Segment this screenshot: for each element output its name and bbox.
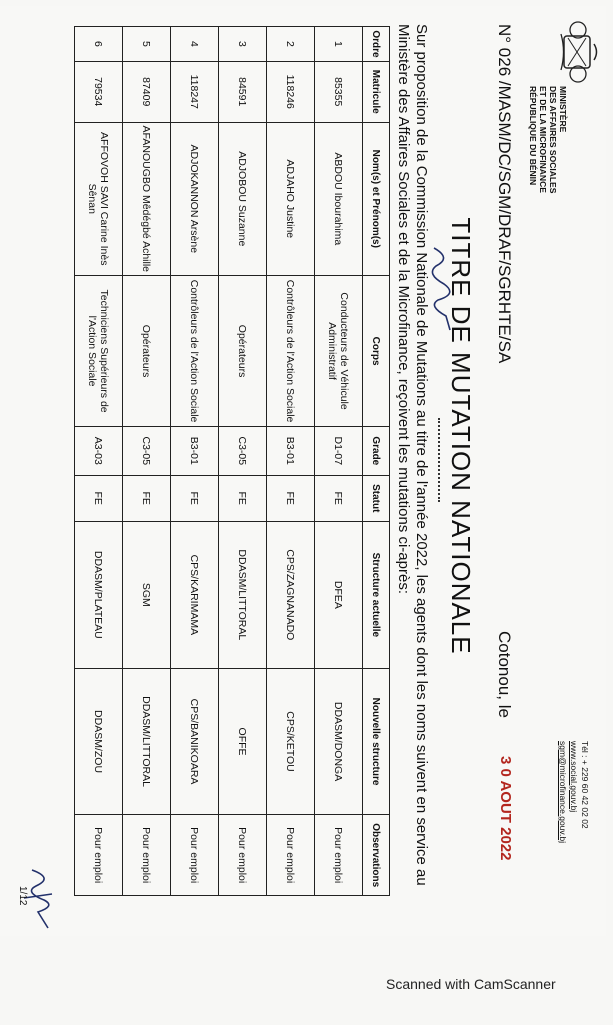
cell-nouvelle-structure: OFFE bbox=[219, 668, 267, 815]
cell-structure-actuelle: SGM bbox=[123, 521, 171, 668]
cell-nouvelle-structure: CPS/BANIKOARA bbox=[171, 668, 219, 815]
intro-paragraph: Sur proposition de la Commission Nationale de Mutations au titre de l'année 2022, les agents dont les noms suivent en service au Ministère des Affaires Sociales et de la Microfinance, reçoivent les mutations ci-après: bbox=[395, 24, 430, 886]
reference-number: N° 026 /MASM/DC/SGM/DRAF/SGRHTE/SA bbox=[495, 24, 514, 364]
cell-grade: C3-05 bbox=[219, 427, 267, 475]
cell-corps: Contrôleurs de l'Action Sociale bbox=[267, 276, 315, 427]
date-stamp: 3 0 AOUT 2022 bbox=[497, 756, 514, 861]
cell-statut: FE bbox=[123, 475, 171, 521]
cell-structure-actuelle: DFEA bbox=[315, 521, 363, 668]
table-row bbox=[123, 27, 171, 896]
cell-observations: Pour emploi bbox=[171, 815, 219, 896]
cell-ordre: 1 bbox=[315, 27, 363, 62]
cell-statut: FE bbox=[171, 475, 219, 521]
table-header-row bbox=[363, 27, 390, 896]
cell-nom: ABDOU Ibourahima bbox=[315, 122, 363, 276]
col-header-nom: Nom(s) et Prénom(s) bbox=[363, 122, 390, 276]
cell-ordre: 3 bbox=[219, 27, 267, 62]
cell-structure-actuelle: DDASM/PLATEAU bbox=[75, 521, 123, 668]
cell-corps: Techniciens Supérieurs de l'Action Sociale bbox=[75, 276, 123, 427]
cell-observations: Pour emploi bbox=[219, 815, 267, 896]
cell-nouvelle-structure: DDASM/DONGA bbox=[315, 668, 363, 815]
cell-nom: ADJAHO Justine bbox=[267, 122, 315, 276]
cell-structure-actuelle: CPS/ZAGNANADO bbox=[267, 521, 315, 668]
cell-observations: Pour emploi bbox=[123, 815, 171, 896]
cell-nom: ADJOKANNON Arsène bbox=[171, 122, 219, 276]
cell-grade: B3-01 bbox=[171, 427, 219, 475]
document-title: TITRE DE MUTATION NATIONALE bbox=[446, 217, 476, 655]
cell-observations: Pour emploi bbox=[267, 815, 315, 896]
col-header-structure-actuelle: Structure actuelle bbox=[363, 521, 390, 668]
cell-nouvelle-structure: DDASM/ZOU bbox=[75, 668, 123, 815]
cell-observations: Pour emploi bbox=[315, 815, 363, 896]
table-row bbox=[171, 27, 219, 896]
cell-ordre: 5 bbox=[123, 27, 171, 62]
cell-ordre: 6 bbox=[75, 27, 123, 62]
cell-corps: Conducteurs de Véhicule Administratif bbox=[315, 276, 363, 427]
col-header-observations: Observations bbox=[363, 815, 390, 896]
cell-observations: Pour emploi bbox=[75, 815, 123, 896]
ministry-line: RÉPUBLIQUE DU BÉNIN bbox=[528, 86, 538, 186]
ministry-line: DES AFFAIRES SOCIALES bbox=[548, 86, 558, 194]
cell-corps: Contrôleurs de l'Action Sociale bbox=[171, 276, 219, 427]
rotated-document-sheet bbox=[0, 6, 606, 936]
table-row bbox=[75, 27, 123, 896]
cell-matricule: 87409 bbox=[123, 61, 171, 122]
cell-grade: B3-01 bbox=[267, 427, 315, 475]
cell-ordre: 2 bbox=[267, 27, 315, 62]
col-header-grade: Grade bbox=[363, 427, 390, 475]
cell-nom: AFANOUGBO Mêdégbé Achille bbox=[123, 122, 171, 276]
col-header-nouvelle-structure: Nouvelle structure bbox=[363, 668, 390, 815]
contact-block bbox=[557, 741, 590, 843]
cell-grade: C3-05 bbox=[123, 427, 171, 475]
cell-statut: FE bbox=[219, 475, 267, 521]
cell-statut: FE bbox=[315, 475, 363, 521]
cell-statut: FE bbox=[75, 475, 123, 521]
mutation-table bbox=[74, 26, 390, 896]
cell-matricule: 118247 bbox=[171, 61, 219, 122]
page-number: 1/12 bbox=[17, 886, 28, 906]
col-header-matricule: Matricule bbox=[363, 61, 390, 122]
camscanner-watermark: Scanned with CamScanner bbox=[386, 976, 556, 992]
table-row bbox=[267, 27, 315, 896]
table-row bbox=[315, 27, 363, 896]
cell-matricule: 85355 bbox=[315, 61, 363, 122]
col-header-corps: Corps bbox=[363, 276, 390, 427]
cell-nom: ADJOBOU Suzanne bbox=[219, 122, 267, 276]
col-header-ordre: Ordre bbox=[363, 27, 390, 62]
location-label: Cotonou, le bbox=[495, 631, 514, 718]
ministry-header bbox=[528, 86, 568, 193]
contact-email-link[interactable]: sgm@microfinance.gouv.bj bbox=[558, 741, 568, 844]
cell-grade: A3-03 bbox=[75, 427, 123, 475]
cell-ordre: 4 bbox=[171, 27, 219, 62]
cell-structure-actuelle: DDASM/LITTORAL bbox=[219, 521, 267, 668]
contact-website-link[interactable]: www.social.gouv.bj bbox=[569, 741, 579, 813]
title-underline bbox=[438, 418, 440, 502]
cell-grade: D1-07 bbox=[315, 427, 363, 475]
cell-matricule: 79534 bbox=[75, 61, 123, 122]
col-header-statut: Statut bbox=[363, 475, 390, 521]
ministry-line: MINISTÈRE bbox=[558, 86, 568, 133]
table-row bbox=[219, 27, 267, 896]
ministry-line: ET DE LA MICROFINANCE bbox=[538, 86, 548, 193]
cell-matricule: 84591 bbox=[219, 61, 267, 122]
cell-matricule: 118246 bbox=[267, 61, 315, 122]
coat-of-arms-logo bbox=[558, 20, 598, 84]
cell-structure-actuelle: CPS/KARIMAMA bbox=[171, 521, 219, 668]
cell-nouvelle-structure: CPS/KETOU bbox=[267, 668, 315, 815]
cell-corps: Opérateurs bbox=[123, 276, 171, 427]
contact-phone: Tél : + 229 60 42 02 02 bbox=[580, 741, 590, 829]
cell-nouvelle-structure: DDASM/LITTORAL bbox=[123, 668, 171, 815]
cell-corps: Opérateurs bbox=[219, 276, 267, 427]
cell-nom: AFFOVOH SAVI Carine Inès Sênan bbox=[75, 122, 123, 276]
cell-statut: FE bbox=[267, 475, 315, 521]
